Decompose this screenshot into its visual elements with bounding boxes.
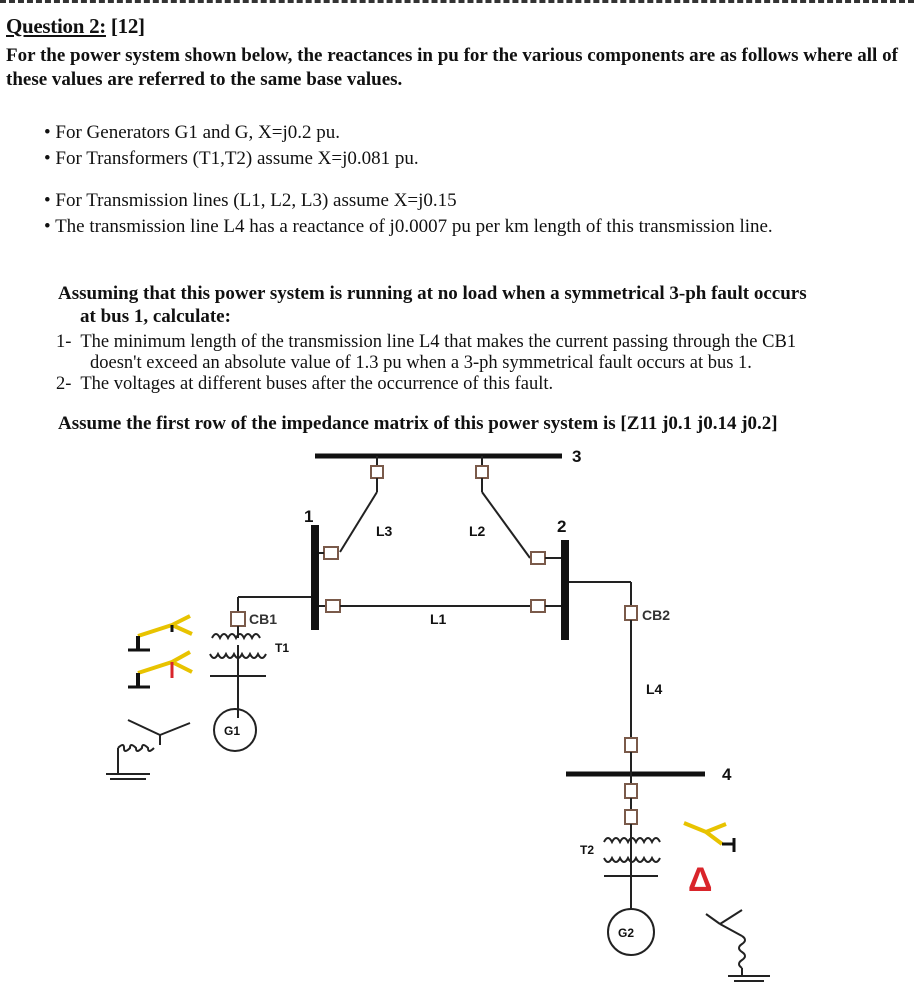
top-dashed-rule xyxy=(0,0,914,7)
t1-label: T1 xyxy=(275,641,290,655)
assumption-text: Assuming that this power system is running at no load when a symmetrical 3-ph fault occurs at bus 1, calculate: xyxy=(58,283,807,327)
t1-wye-yellow-icon-2 xyxy=(138,652,192,673)
cb2-breaker xyxy=(625,606,637,620)
breaker-l2-bus2 xyxy=(531,552,545,564)
list-item: • For Transmission lines (L1, L2, L3) assume X=j0.15 xyxy=(44,190,457,211)
intro-paragraph: For the power system shown below, the reactances in pu for the various components are as follows where all of these values are referred to the same base values. xyxy=(6,45,898,90)
task-item-continuation: doesn't exceed an absolute value of 1.3 pu when a 3-ph symmetrical fault occurs at bus 1. xyxy=(90,353,752,373)
list-item: • The transmission line L4 has a reactance of j0.0007 pu per km length of this transmission line. xyxy=(44,216,773,237)
l1-label: L1 xyxy=(430,611,447,627)
breaker-l2-bus3 xyxy=(476,466,488,478)
l2-label: L2 xyxy=(469,523,486,539)
breaker-t2-bus4 xyxy=(625,784,637,798)
g1-label: G1 xyxy=(224,724,241,738)
l3-label: L3 xyxy=(376,523,393,539)
t2-wye-yellow-icon xyxy=(684,823,726,844)
breaker-t2-secondary xyxy=(625,810,637,824)
question-label: Question 2: xyxy=(6,14,106,38)
breaker-l1-bus2 xyxy=(531,600,545,612)
t2-label: T2 xyxy=(580,843,595,857)
t1-winding-top xyxy=(212,634,260,638)
breaker-l4-bus4-top xyxy=(625,738,637,752)
g2-ground-coil xyxy=(739,936,745,968)
bus-2-label: 2 xyxy=(557,517,567,536)
breaker-l3-bus3 xyxy=(371,466,383,478)
breaker-l3-bus1 xyxy=(324,547,338,559)
breaker-l1-bus1 xyxy=(326,600,340,612)
task-item: 2- The voltages at different buses after the occurrence of this fault. xyxy=(56,374,554,394)
g2-label: G2 xyxy=(618,926,635,940)
bus-1-label: 1 xyxy=(304,507,314,526)
question-marks: [12] xyxy=(110,14,145,38)
impedance-note: Assume the first row of the impedance matrix of this power system is [Z11 j0.1 j0.14 j0.2] xyxy=(58,413,778,434)
t1-wye-yellow-icon xyxy=(138,616,192,636)
bus-3-label: 3 xyxy=(572,447,582,466)
task-item: 1- The minimum length of the transmission line L4 that makes the current passing through the CB1 xyxy=(56,332,797,352)
task-list xyxy=(56,332,796,395)
l4-label: L4 xyxy=(646,681,663,697)
cb1-label: CB1 xyxy=(249,611,278,627)
delta-symbol: Δ xyxy=(688,861,713,899)
question-header xyxy=(6,14,145,39)
list-item: • For Transformers (T1,T2) assume X=j0.081 pu. xyxy=(44,148,419,169)
bus-4-label: 4 xyxy=(722,765,732,784)
cb1-breaker xyxy=(231,612,245,626)
list-item: • For Generators G1 and G, X=j0.2 pu. xyxy=(44,122,340,143)
power-system-diagram xyxy=(0,440,914,989)
cb2-label: CB2 xyxy=(642,607,671,623)
g1-ground-coil xyxy=(118,745,154,751)
reactance-list xyxy=(44,120,773,240)
